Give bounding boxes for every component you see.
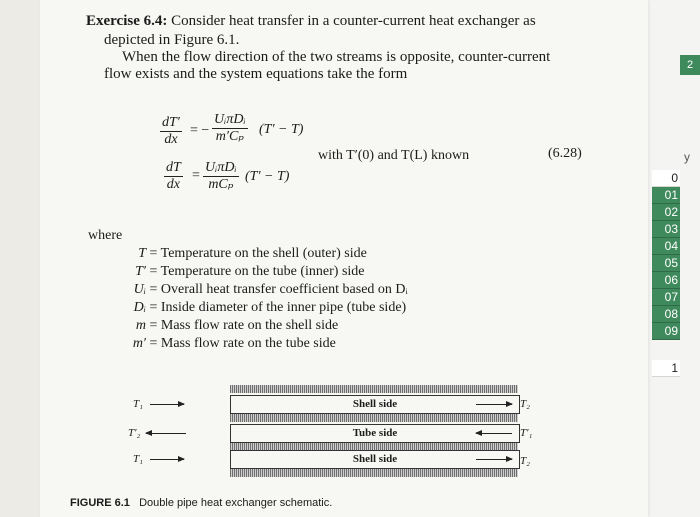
shell-side-bottom: Shell side [230,450,520,469]
exercise-heading [86,12,536,30]
arrow-left-icon [146,433,186,434]
outer-pipe-wall-top [230,385,518,393]
equation-1-tail: (T′ − T) [259,122,304,137]
exercise-paragraph-line2: flow exists and the system equations take the form [104,66,408,82]
equation-2-equals: = [192,168,200,183]
definition-row [128,335,336,353]
equation-number: (6.28) [548,146,582,161]
exercise-intro-line1: Consider heat transfer in a counter-current heat exchanger as [171,13,536,29]
label-T1prime-in: T′₁ [520,427,533,439]
arrow-right-icon [476,459,512,460]
spreadsheet-cell: 03 [652,221,680,238]
equation-2-rhs: UᵢπDᵢ mCₚ [205,160,237,192]
shell-side-top: Shell side [230,395,520,414]
spreadsheet-cell: 06 [652,272,680,289]
arrow-right-icon [150,459,184,460]
label-T2prime-out: T′₂ [128,427,141,439]
spreadsheet-column-header: y [684,150,690,164]
definition-text: = Overall heat transfer coefficient based on Dᵢ [149,282,408,297]
definition-row [128,245,367,263]
tube-side: Tube side [230,424,520,443]
arrow-right-icon [476,404,512,405]
definition-symbol: T [138,246,146,261]
definition-text: = Temperature on the shell (outer) side [149,246,367,261]
spreadsheet-cell: 09 [652,323,680,340]
equation-2-tail: (T′ − T) [245,169,290,184]
exercise-intro-line2: depicted in Figure 6.1. [104,32,240,48]
label-T2-out-bottom: T₂ [520,455,530,467]
equation-1-rhs: UᵢπDᵢ m′Cₚ [214,112,246,144]
spreadsheet-cell: 02 [652,204,680,221]
definition-symbol: T′ [135,264,146,279]
definition-text: = Inside diameter of the inner pipe (tube side) [149,300,407,315]
figure-caption-text: Double pipe heat exchanger schematic. [139,497,333,509]
definition-symbol: m′ [132,336,146,351]
definition-text: = Mass flow rate on the shell side [149,318,339,333]
definition-symbol: Uᵢ [133,282,146,297]
definition-row [128,281,408,299]
spreadsheet-cell: 1 [652,360,680,377]
outer-pipe-wall-bottom [230,469,518,477]
spreadsheet-cell: 01 [652,187,680,204]
label-T2-out: T₂ [520,398,530,410]
spreadsheet-cell: 05 [652,255,680,272]
equation-2-lhs: $\frac{dT}{dx}$ [166,160,181,192]
equation-condition: with T′(0) and T(L) known [318,148,470,163]
label-T1-in: T₁ [133,398,143,410]
spreadsheet-green-cell: 2 [680,55,700,75]
textbook-page [40,0,648,517]
spreadsheet-cell: 0 [652,170,680,187]
exercise-label: Exercise 6.4: [86,13,168,29]
figure-caption-label: FIGURE 6.1 [70,497,130,509]
definition-text: = Mass flow rate on the tube side [149,336,336,351]
label-T1-in-bottom: T₁ [133,453,143,465]
definition-row [128,299,406,317]
figure-caption [70,496,332,510]
definition-row [128,263,365,281]
where-label: where [88,228,123,243]
definition-symbol: m [135,318,146,333]
equation-1-lhs: $\frac{dT'}{dx}$ [162,115,180,147]
exercise-paragraph-line1: When the flow direction of the two streams is opposite, counter-current [122,49,551,65]
definition-row [128,317,338,335]
spreadsheet-cell: 07 [652,289,680,306]
inner-pipe-wall-top [230,414,518,422]
arrow-left-icon [476,433,512,434]
equation-1-equals: = − [190,123,210,138]
spreadsheet-cell: 08 [652,306,680,323]
definition-text: = Temperature on the tube (inner) side [149,264,365,279]
definition-symbol: Dᵢ [133,300,146,315]
spreadsheet-cell: 04 [652,238,680,255]
arrow-right-icon [150,404,184,405]
